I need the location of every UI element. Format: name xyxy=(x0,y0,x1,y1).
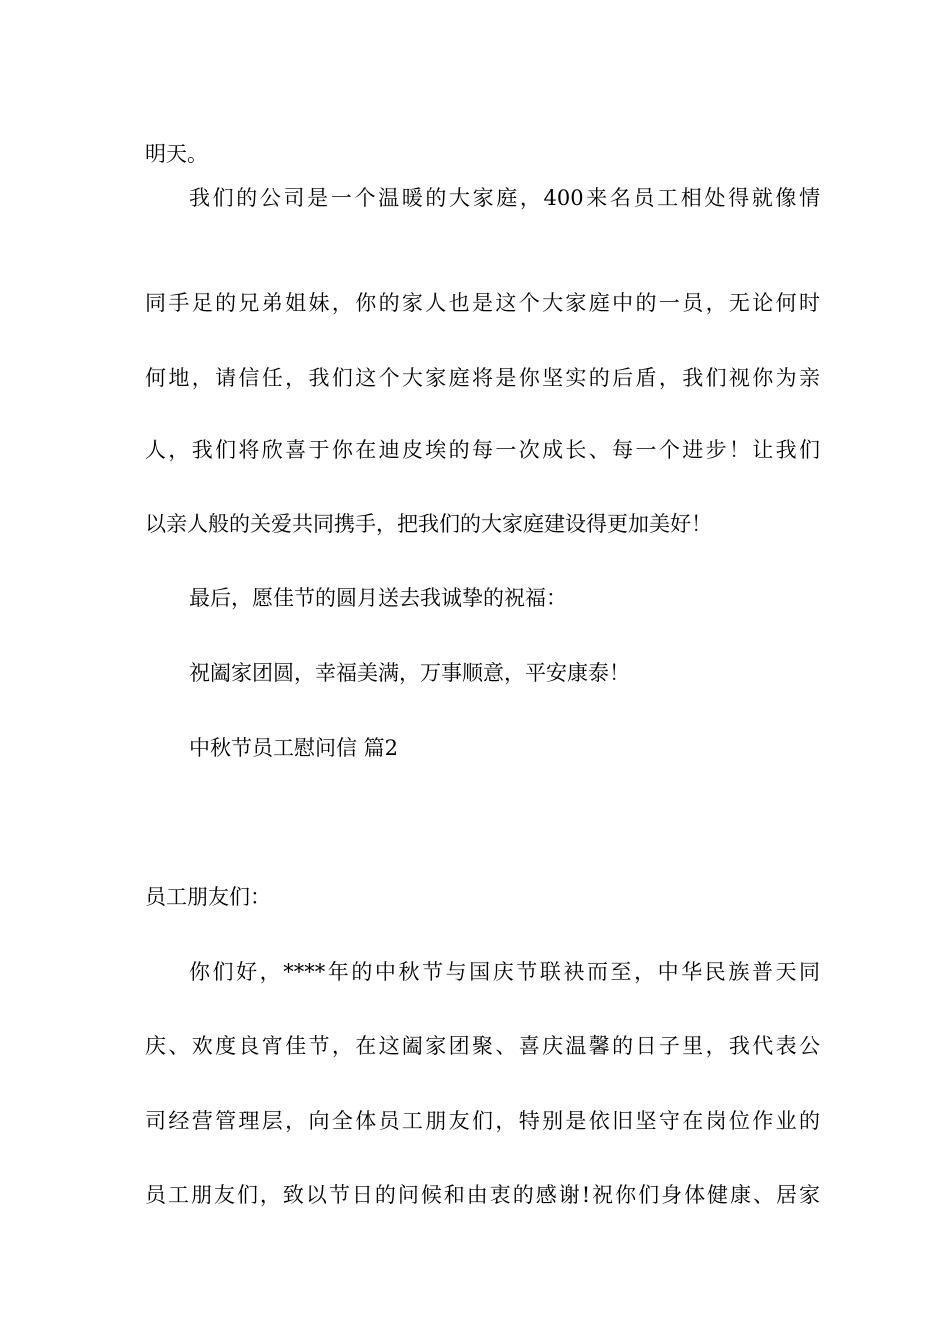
paragraph-first-line: 你们好，****年的中秋节与国庆节联袂而至，中华民族普天同 xyxy=(189,960,820,984)
paragraph-first-line: 我们的公司是一个温暖的大家庭，400来名员工相处得就像情 xyxy=(189,186,820,210)
text-line: 人，我们将欣喜于你在迪皮埃的每一次成长、每一个进步！让我们 xyxy=(145,438,820,462)
paragraph-line: 最后，愿佳节的圆月送去我诚挚的祝福： xyxy=(189,586,567,610)
text-line: 员工朋友们，致以节日的问候和由衷的感谢!祝你们身体健康、居家 xyxy=(145,1183,820,1207)
text-line: 庆、欢度良宵佳节，在这阖家团聚、喜庆温馨的日子里，我代表公 xyxy=(145,1034,820,1058)
text-line: 司经营管理层，向全体员工朋友们，特别是依旧坚守在岗位作业的 xyxy=(145,1109,820,1133)
text-line: 同手足的兄弟姐妹，你的家人也是这个大家庭中的一员，无论何时 xyxy=(145,291,820,315)
text-line: 以亲人般的关爱共同携手，把我们的大家庭建设得更加美好！ xyxy=(145,512,712,536)
salutation: 员工朋友们： xyxy=(145,885,271,909)
text-line: 明天。 xyxy=(145,142,208,166)
section-heading: 中秋节员工慰问信 篇2 xyxy=(189,736,399,760)
paragraph-line: 祝阖家团圆，幸福美满，万事顺意，平安康泰！ xyxy=(189,661,630,685)
text-line: 何地，请信任，我们这个大家庭将是你坚实的后盾，我们视你为亲 xyxy=(145,366,820,390)
